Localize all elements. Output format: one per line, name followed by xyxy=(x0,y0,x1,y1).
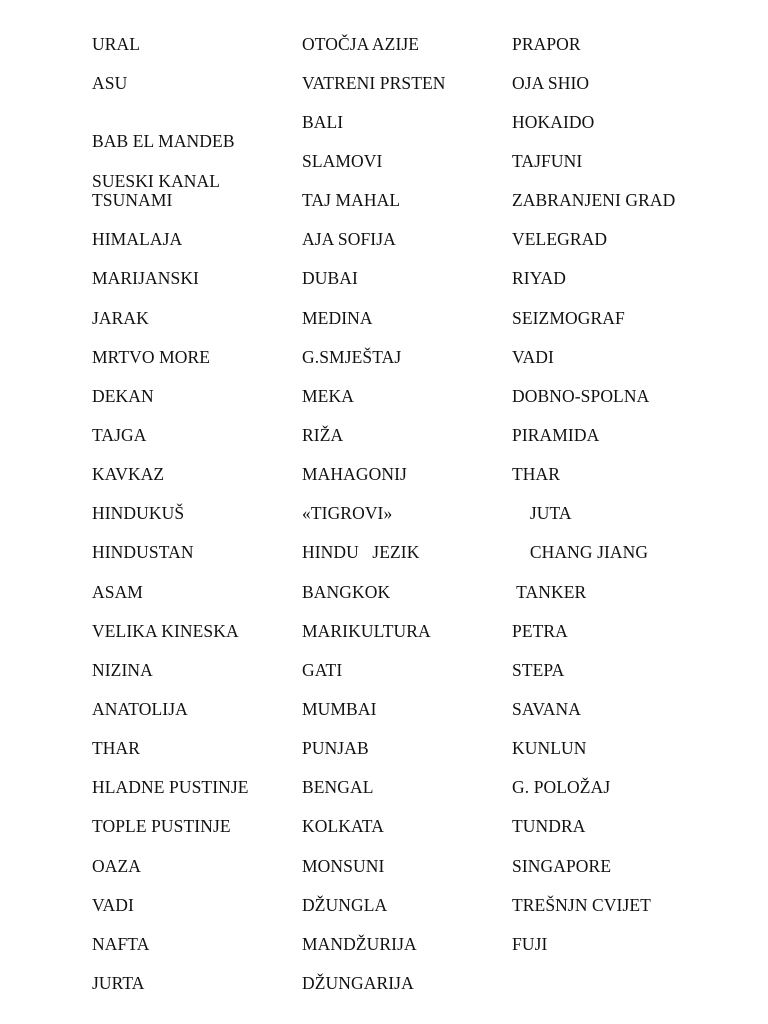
word-item: G. POLOŽAJ xyxy=(512,777,611,797)
word-item: VADI xyxy=(92,895,134,915)
word-item: OAZA xyxy=(92,856,142,876)
word-item: SLAMOVI xyxy=(302,151,383,171)
word-item: KAVKAZ xyxy=(92,464,165,484)
word-item: TAJGA xyxy=(92,425,147,445)
word-item: MEDINA xyxy=(302,308,373,328)
word-item: G.SMJEŠTAJ xyxy=(302,347,402,367)
word-item: DŽUNGARIJA xyxy=(302,973,414,993)
word-item: SAVANA xyxy=(512,699,582,719)
word-item: VELEGRAD xyxy=(512,229,608,249)
word-item: TAJFUNI xyxy=(512,151,583,171)
word-item: MANDŽURIJA xyxy=(302,934,417,954)
word-item: OJA SHIO xyxy=(512,73,590,93)
word-item: MARIJANSKI xyxy=(92,268,199,288)
word-item: TUNDRA xyxy=(512,816,586,836)
word-item: TAJ MAHAL xyxy=(302,190,401,210)
word-item: BENGAL xyxy=(302,777,374,797)
word-item: JUTA xyxy=(512,503,572,523)
word-item: HIMALAJA xyxy=(92,229,183,249)
word-item: SEIZMOGRAF xyxy=(512,308,625,328)
word-item: JURTA xyxy=(92,973,145,993)
word-item: THAR xyxy=(92,738,141,758)
word-item: FUJI xyxy=(512,934,548,954)
word-item: ASAM xyxy=(92,582,143,602)
word-item: TOPLE PUSTINJE xyxy=(92,816,231,836)
word-item: PUNJAB xyxy=(302,738,369,758)
word-item: HINDU JEZIK xyxy=(302,542,420,562)
word-item: PIRAMIDA xyxy=(512,425,600,445)
word-item: VELIKA KINESKA xyxy=(92,621,239,641)
word-item: URAL xyxy=(92,34,141,54)
word-item: ZABRANJENI GRAD xyxy=(512,190,676,210)
word-item: «TIGROVI» xyxy=(302,503,393,523)
word-item: VADI xyxy=(512,347,554,367)
word-item: THAR xyxy=(512,464,561,484)
word-item: MEKA xyxy=(302,386,354,406)
word-item: VATRENI PRSTEN xyxy=(302,73,446,93)
word-item: BALI xyxy=(302,112,344,132)
word-item: ANATOLIJA xyxy=(92,699,188,719)
word-item: ASU xyxy=(92,73,128,93)
word-item: BANGKOK xyxy=(302,582,391,602)
word-item: KUNLUN xyxy=(512,738,587,758)
word-item: SINGAPORE xyxy=(512,856,612,876)
word-item: MAHAGONIJ xyxy=(302,464,407,484)
word-item: TANKER xyxy=(512,582,587,602)
word-item: DEKAN xyxy=(92,386,154,406)
word-item: DUBAI xyxy=(302,268,358,288)
word-item: HINDUKUŠ xyxy=(92,503,185,523)
word-item: MUMBAI xyxy=(302,699,377,719)
word-item: AJA SOFIJA xyxy=(302,229,396,249)
word-item: DŽUNGLA xyxy=(302,895,388,915)
word-item: NIZINA xyxy=(92,660,153,680)
word-item: BAB EL MANDEB xyxy=(92,131,235,151)
word-item: PRAPOR xyxy=(512,34,581,54)
word-item: MONSUNI xyxy=(302,856,385,876)
word-item: SUESKI KANAL TSUNAMI xyxy=(92,171,221,210)
word-item: PETRA xyxy=(512,621,568,641)
word-item: OTOČJA AZIJE xyxy=(302,34,420,54)
word-item: TREŠNJN CVIJET xyxy=(512,895,651,915)
word-item: MRTVO MORE xyxy=(92,347,211,367)
word-item: GATI xyxy=(302,660,343,680)
word-item: RIYAD xyxy=(512,268,566,288)
word-item: CHANG JIANG xyxy=(512,542,649,562)
word-item: DOBNO-SPOLNA xyxy=(512,386,650,406)
word-item: KOLKATA xyxy=(302,816,384,836)
word-item: STEPA xyxy=(512,660,565,680)
word-item: HLADNE PUSTINJE xyxy=(92,777,249,797)
word-item: HOKAIDO xyxy=(512,112,595,132)
word-item: RIŽA xyxy=(302,425,344,445)
word-item: MARIKULTURA xyxy=(302,621,431,641)
word-item: NAFTA xyxy=(92,934,150,954)
word-item: JARAK xyxy=(92,308,149,328)
word-item: HINDUSTAN xyxy=(92,542,194,562)
